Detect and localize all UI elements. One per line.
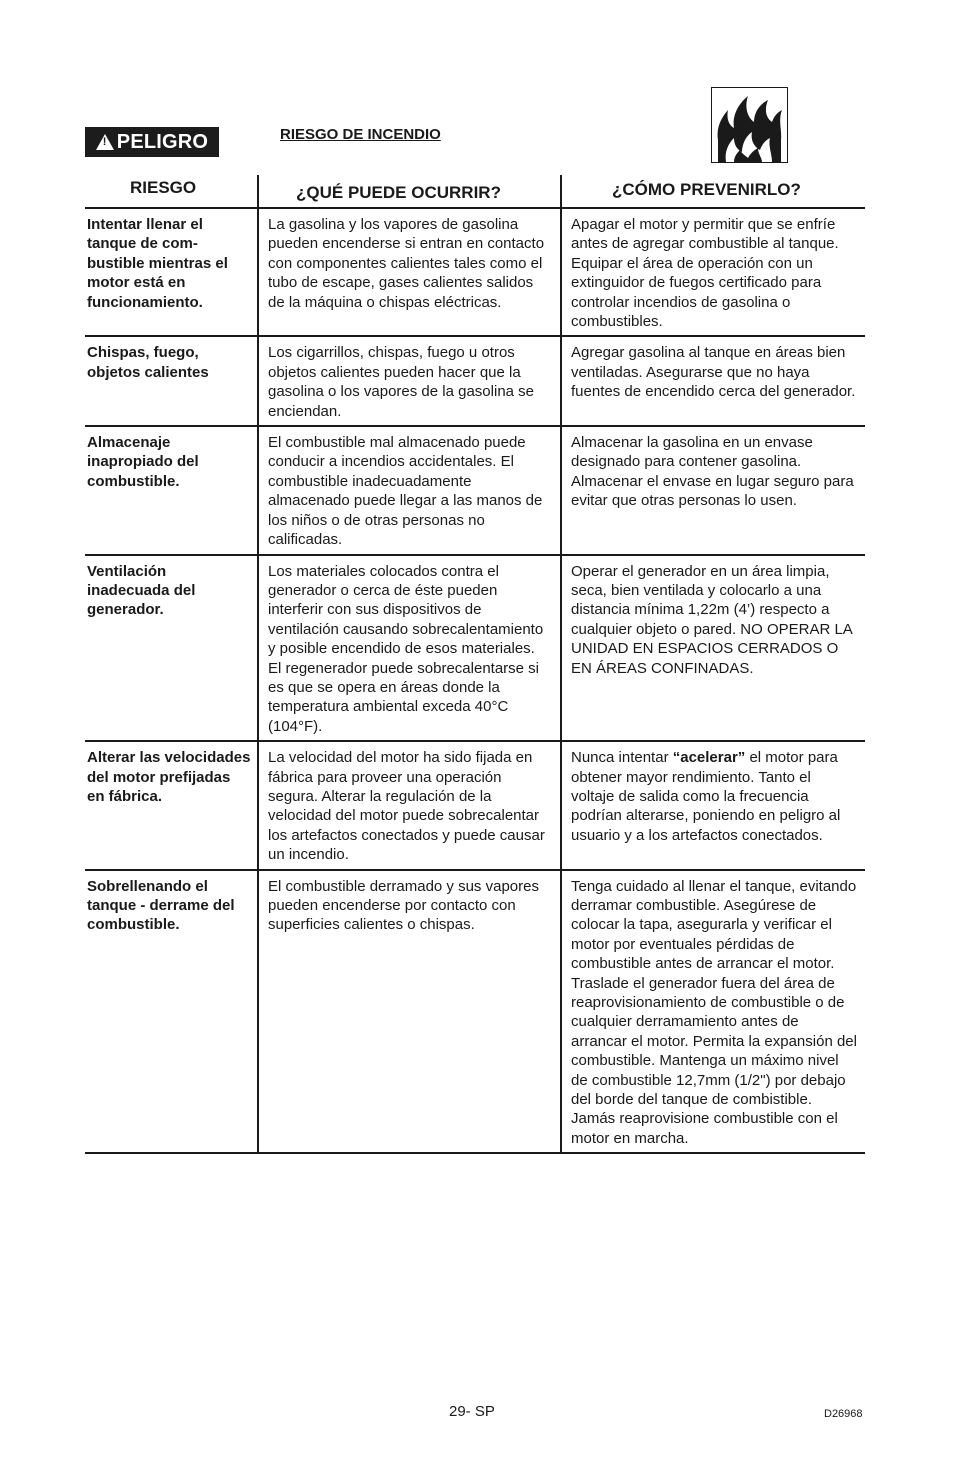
prevent-text-pre: Nunca intentar [571, 749, 673, 767]
risk-cell: Intentar llenar el tanque de com- bustible mientras el motor está en funcionamiento. [85, 208, 258, 336]
what-cell: La velocidad del motor ha sido fijada en fábrica para proveer una operación segura. Alterar la regulación de la velocidad del motor puede sobrecalentar los artefactos conectados y puede causar un incendio. [258, 741, 561, 869]
danger-badge [85, 127, 219, 157]
column-header-what: ¿QUÉ PUEDE OCURRIR? [258, 175, 561, 208]
what-cell: El combustible mal almacenado puede conducir a incendios accidentales. El combustible inadecuadamente almacenado puede llegar a las manos de los niños o de otras personas no calificadas. [258, 426, 561, 554]
prevent-cell: Agregar gasolina al tanque en áreas bien ventiladas. Asegurarse que no haya fuentes de encendido cerca del generador. [561, 336, 865, 426]
prevent-cell: Almacenar la gasolina en un envase designado para contener gasolina. Almacenar el envase en lugar seguro para evitar que otras personas lo usen. [561, 426, 865, 554]
what-cell: El combustible derramado y sus vapores pueden encenderse por contacto con superficies calientes o chispas. [258, 870, 561, 1154]
table-header-row [85, 175, 865, 208]
table-row [85, 336, 865, 426]
warning-triangle-icon [96, 134, 114, 150]
prevent-text-bold: “acelerar” [672, 749, 746, 767]
hazard-table [85, 175, 865, 1154]
prevent-cell [561, 741, 865, 869]
table-row [85, 426, 865, 554]
page-number: 29- SP [449, 1403, 495, 1420]
table-row [85, 555, 865, 742]
risk-cell: Chispas, fuego, objetos calientes [85, 336, 258, 426]
table-row [85, 208, 865, 336]
prevent-text-post: el motor para obtener mayor rendimiento. Tanto el voltaje de salida como la frecuencia podrían alterarse, poniendo en peligro al usuario y a los artefactos conectados. [571, 749, 841, 844]
table-row [85, 870, 865, 1154]
column-header-prevent: ¿CÓMO PREVENIRLO? [561, 175, 865, 208]
prevent-cell: Operar el generador en un área limpia, seca, bien ventilada y colocarlo a una distancia mínima 1,22m (4’) respecto a cualquier objeto o pared. NO OPERAR LA UNIDAD EN ESPACIOS CERRADOS O EN ÁREAS CONFINADAS. [561, 555, 865, 742]
column-header-risk: RIESGO [85, 175, 258, 208]
risk-cell: Alterar las velocidades del motor prefijadas en fábrica. [85, 741, 258, 869]
risk-cell: Ventilación inadecuada del generador. [85, 555, 258, 742]
hazard-title: RIESGO DE INCENDIO [280, 126, 441, 143]
document-code: D26968 [824, 1408, 863, 1420]
what-cell: Los materiales colocados contra el generador o cerca de éste pueden interferir con sus dispositivos de ventilación causando sobrecalentamiento y posible encendido de esos materiales. El regenerador puede sobrecalentarse si es que se opera en áreas donde la temperatura ambiental exceda 40°C (104°F). [258, 555, 561, 742]
prevent-cell: Apagar el motor y permitir que se enfríe antes de agregar combustible al tanque. Equipar el área de operación con un extinguidor de fuegos certificado para controlar incendios de gasolina o combustibles. [561, 208, 865, 336]
prevent-cell: Tenga cuidado al llenar el tanque, evitando derramar combustible. Asegúrese de colocar la tapa, asegurarla y verificar el motor por eventuales pérdidas de combustible antes de arrancar el motor. Traslade el generador fuera del área de reaprovisionamiento de combustible o de cualquier derramamiento antes de arrancar el motor. Permita la expansión del combustible. Mantenga un máximo nivel de combustible 12,7mm (1/2") por debajo del borde del tanque de combistible. Jamás reaprovisione combustible con el motor en marcha. [561, 870, 865, 1154]
table-row [85, 741, 865, 869]
risk-cell: Sobrellenando el tanque - derrame del combustible. [85, 870, 258, 1154]
what-cell: Los cigarrillos, chispas, fuego u otros objetos calientes pueden hacer que la gasolina o los vapores de la gasolina se enciendan. [258, 336, 561, 426]
danger-badge-label: PELIGRO [116, 130, 209, 153]
what-cell: La gasolina y los vapores de gasolina pueden encenderse si entran en contacto con componentes calientes tales como el tubo de escape, gases calientes salidos de la máquina o chispas eléctricas. [258, 208, 561, 336]
risk-cell: Almacenaje inapropiado del combustible. [85, 426, 258, 554]
fire-icon [711, 87, 788, 163]
